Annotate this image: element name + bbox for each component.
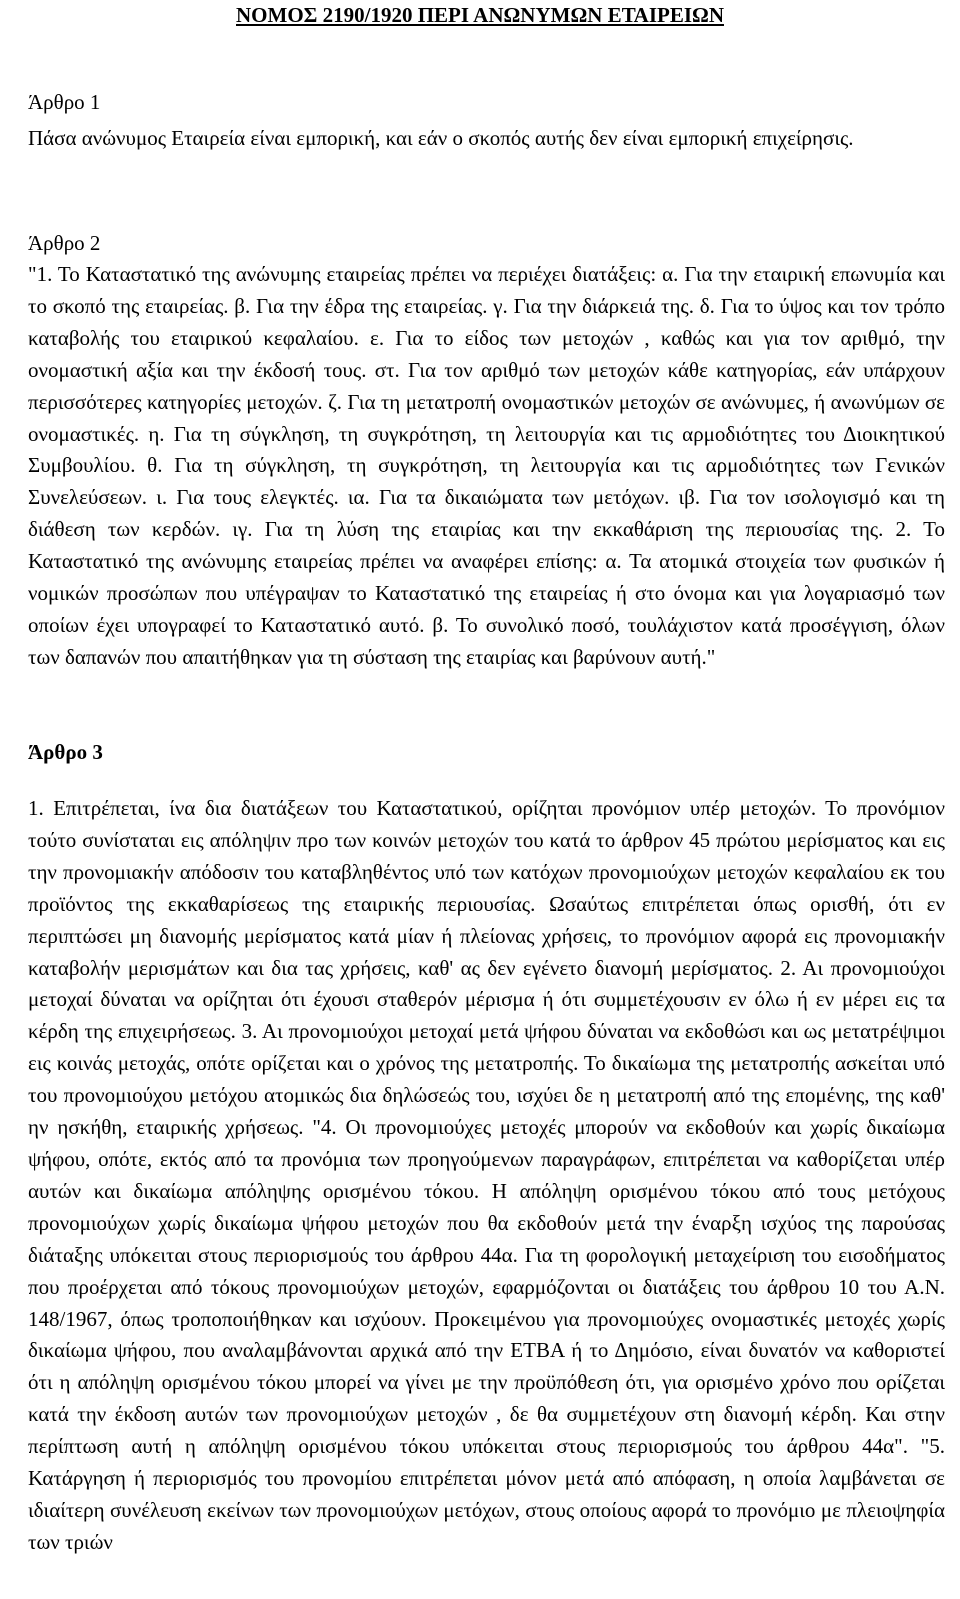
article-1-text: Πάσα ανώνυμος Εταιρεία είναι εμπορική, και εάν ο σκοπός αυτής δεν είναι εμπορική επιχείρησις. xyxy=(28,126,854,150)
article-3-heading: Άρθρο 3 xyxy=(28,740,103,764)
article-3-text: 1. Επιτρέπεται, ίνα δια διατάξεων του Καταστατικού, ορίζηται προνόμιον υπέρ μετοχών. Το προνόμιον τούτο συνίσταται εις απόληψιν προ των κοινών μετοχών του κατά το άρθρον 45 πρώτου μερίσματος και εις την προνομιακήν απόδοσιν του καταβληθέντος υπό των κατόχων προνομιούχων μετοχών κεφαλαίου εκ του προϊόντος της εκκαθαρίσεως της εταιρικής περιουσίας. Ωσαύτως επιτρέπεται όπως ορισθή, ότι εν περιπτώσει μη διανομής μερίσματος κατά μίαν ή πλείονας χρήσεις, το προνόμιον αφορά εις προνομιακήν καταβολήν μερισμάτων και δια τας χρήσεις, καθ' ας δεν εγένετο διανομή μερίσματος. 2. Αι προνομιούχοι μετοχαί δύναται να ορίζηται ότι έχουσι σταθερόν μέρισμα ή ότι συμμετέχουσιν εν όλω ή εν μέρει εις τα κέρδη της επιχειρήσεως. 3. Αι προνομιούχοι μετοχαί μετά ψήφου δύναται να εκδοθώσι και ως μετατρέψιμοι εις κοινάς μετοχάς, οπότε ορίζεται και ο χρόνος της μετατροπής. Το δικαίωμα της μετατροπής ασκείται υπό του προνομιούχου μετόχου ατομικώς δια δηλώσεώς του, ισχύει δε η μετατροπή από της επομένης, της καθ' ην ησκήθη, εταιρικής χρήσεως. "4. Οι προνομιούχες μετοχές μπορούν να εκδοθούν και χωρίς δικαίωμα ψήφου, οπότε, εκτός από τα προνόμια των προηγούμενων παραγράφων, επιτρέπεται να καθορίζεται υπέρ αυτών και δικαίωμα απόληψης ορισμένου τόκου. Η απόληψη ορισμένου τόκου από τους μετόχους προνομιούχων χωρίς δικαίωμα ψήφου μετοχών που θα εκδοθούν μετά την έναρξη ισχύος της παρούσας διάταξης υπόκειται στους περιορισμούς του άρθρου 44α. Για τη φορολογική μεταχείριση του εισοδήματος που προέρχεται από τόκους προνομιούχων μετοχών, εφαρμόζονται οι διατάξεις του άρθρου 10 του Α.Ν. 148/1967, όπως τροποποιήθηκαν και ισχύουν. Προκειμένου για προνομιούχες ονομαστικές μετοχές χωρίς δικαίωμα ψήφου, που αναλαμβάνονται αρχικά από την ΕΤΒΑ ή το Δημόσιο, είναι δυνατόν να καθοριστεί ότι η απόληψη ορισμένου τόκου μπορεί να γίνει με την προϋπόθεση ότι, για ορισμένο χρόνο που ορίζεται κατά την έκδοση αυτών των προνομιούχων μετοχών , δε θα συμμετέχουν στη διανομή κέρδη. Και στην περίπτωση αυτή η απόληψη ορισμένου τόκου υπόκειται στους περιορισμούς του άρθρου 44α". "5. Κατάργηση ή περιορισμός του προνομίου επιτρέπεται μόνον μετά από απόφαση, η οποία λαμβάνεται σε ιδιαίτερη συνέλευση εκείνων των προνομιούχων μετόχων, στους οποίους αφορά το προνόμιο με πλειοψηφία των τριών xyxy=(28,796,945,1554)
article-2-text: "1. Το Καταστατικό της ανώνυμης εταιρείας πρέπει να περιέχει διατάξεις: α. Για την εταιρική επωνυμία και το σκοπό της εταιρείας. β. Για την έδρα της εταιρείας. γ. Για την διάρκειά της. δ. Για το ύψος και τον τρόπο καταβολής του εταιρικού κεφαλαίου. ε. Για το είδος των μετοχών , καθώς και για τον αριθμό, την ονομαστική αξία και την έκδοσή τους. στ. Για τον αριθμό των μετοχών κάθε κατηγορίας, εάν υπάρχουν περισσότερες κατηγορίες μετοχών. ζ. Για τη μετατροπή ονομαστικών μετοχών σε ανώνυμες, ή ανωνύμων σε ονομαστικές. η. Για τη σύγκληση, τη συγκρότηση, τη λειτουργία και τις αρμοδιότητες του Διοικητικού Συμβουλίου. θ. Για τη σύγκληση, τη συγκρότηση, τη λειτουργία και τις αρμοδιότητες των Γενικών Συνελεύσεων. ι. Για τους ελεγκτές. ια. Για τα δικαιώματα των μετόχων. ιβ. Για τον ισολογισμό και τη διάθεση των κερδών. ιγ. Για τη λύση της εταιρίας και την εκκαθάριση της περιουσίας της. 2. Το Καταστατικό της ανώνυμης εταιρείας πρέπει να αναφέρει επίσης: α. Τα ατομικά στοιχεία των φυσικών ή νομικών προσώπων που υπέγραψαν το Καταστατικό της εταιρείας ή στο όνομα και για λογαριασμό των οποίων έχει υπογραφεί το Καταστατικό αυτό. β. Το συνολικό ποσό, τουλάχιστον κατά προσέγγιση, όλων των δαπανών που απαιτήθηκαν για τη σύσταση της εταιρίας και βαρύνουν αυτή." xyxy=(28,262,945,669)
document-title: ΝΟΜΟΣ 2190/1920 ΠΕΡΙ ΑΝΩΝΥΜΩΝ ΕΤΑΙΡΕΙΩΝ xyxy=(236,3,724,27)
article-1-heading: Άρθρο 1 xyxy=(28,90,101,114)
article-2-heading: Άρθρο 2 xyxy=(28,231,101,255)
